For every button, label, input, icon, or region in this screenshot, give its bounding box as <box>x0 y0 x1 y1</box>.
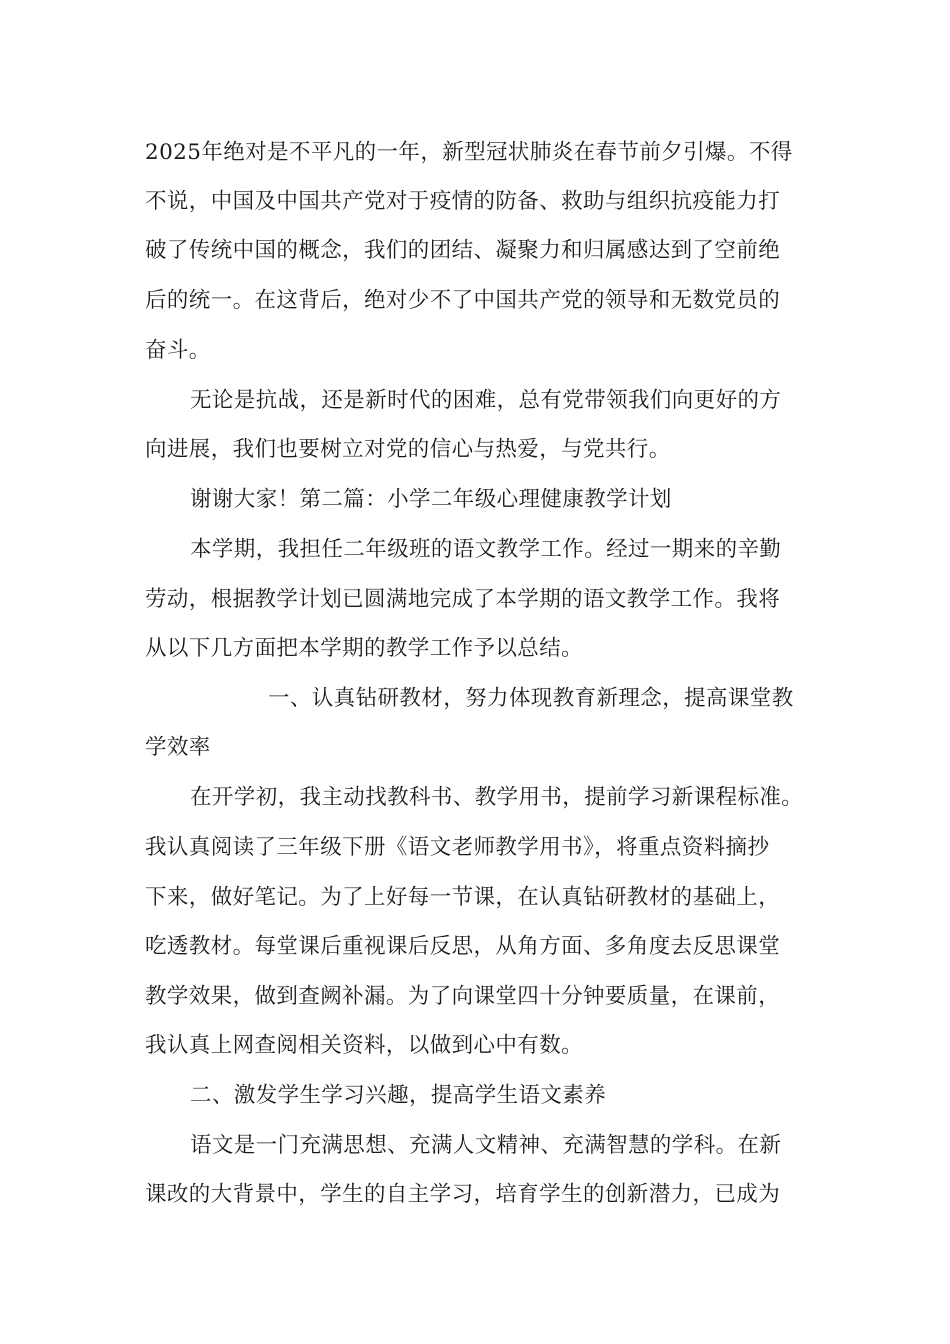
text-line: 劳动，根据教学计划已圆满地完成了本学期的语文教学工作。我将 <box>145 587 781 612</box>
text-line: 破了传统中国的概念，我们的团结、凝聚力和归属感达到了空前绝 <box>145 238 781 263</box>
text-line: 不说，中国及中国共产党对于疫情的防备、救助与组织抗疫能力打 <box>145 189 781 214</box>
section-heading: 二、激发学生学习兴趣，提高学生语文素养 <box>190 1083 607 1108</box>
text-line: 我认真上网查阅相关资料，以做到心中有数。 <box>145 1033 584 1058</box>
text-line: 吃透教材。每堂课后重视课后反思，从角方面、多角度去反思课堂 <box>145 934 781 959</box>
text-line: 向进展，我们也要树立对党的信心与热爱，与党共行。 <box>145 437 671 462</box>
text-line: 教学效果，做到查阙补漏。为了向课堂四十分钟要质量，在课前， <box>145 984 781 1009</box>
text-line: 我认真阅读了三年级下册《语文老师教学用书》，将重点资料摘抄 <box>145 835 770 860</box>
text-line: 2025年绝对是不平凡的一年，新型冠状肺炎在春节前夕引爆。不得 <box>145 140 793 165</box>
text-line: 奋斗。 <box>145 338 211 363</box>
text-line: 后的统一。在这背后，绝对少不了中国共产党的领导和无数党员的 <box>145 288 781 313</box>
text-line: 语文是一门充满思想、充满人文精神、充满智慧的学科。在新 <box>190 1133 782 1158</box>
text-line: 下来，做好笔记。为了上好每一节课，在认真钻研教材的基础上， <box>145 885 781 910</box>
text-line: 谢谢大家！第二篇：小学二年级心理健康教学计划 <box>190 487 672 512</box>
section-heading: 学效率 <box>145 735 211 760</box>
text-line: 课改的大背景中，学生的自主学习，培育学生的创新潜力，已成为 <box>145 1182 781 1207</box>
text-line: 在开学初，我主动找教科书、教学用书，提前学习新课程标准。 <box>190 785 804 810</box>
section-heading: 一、认真钻研教材，努力体现教育新理念，提高课堂教 <box>268 686 794 711</box>
text-line: 从以下几方面把本学期的教学工作予以总结。 <box>145 636 584 661</box>
text-line: 本学期，我担任二年级班的语文教学工作。经过一期来的辛勤 <box>190 537 782 562</box>
text-line: 无论是抗战，还是新时代的困难，总有党带领我们向更好的方 <box>190 388 782 413</box>
